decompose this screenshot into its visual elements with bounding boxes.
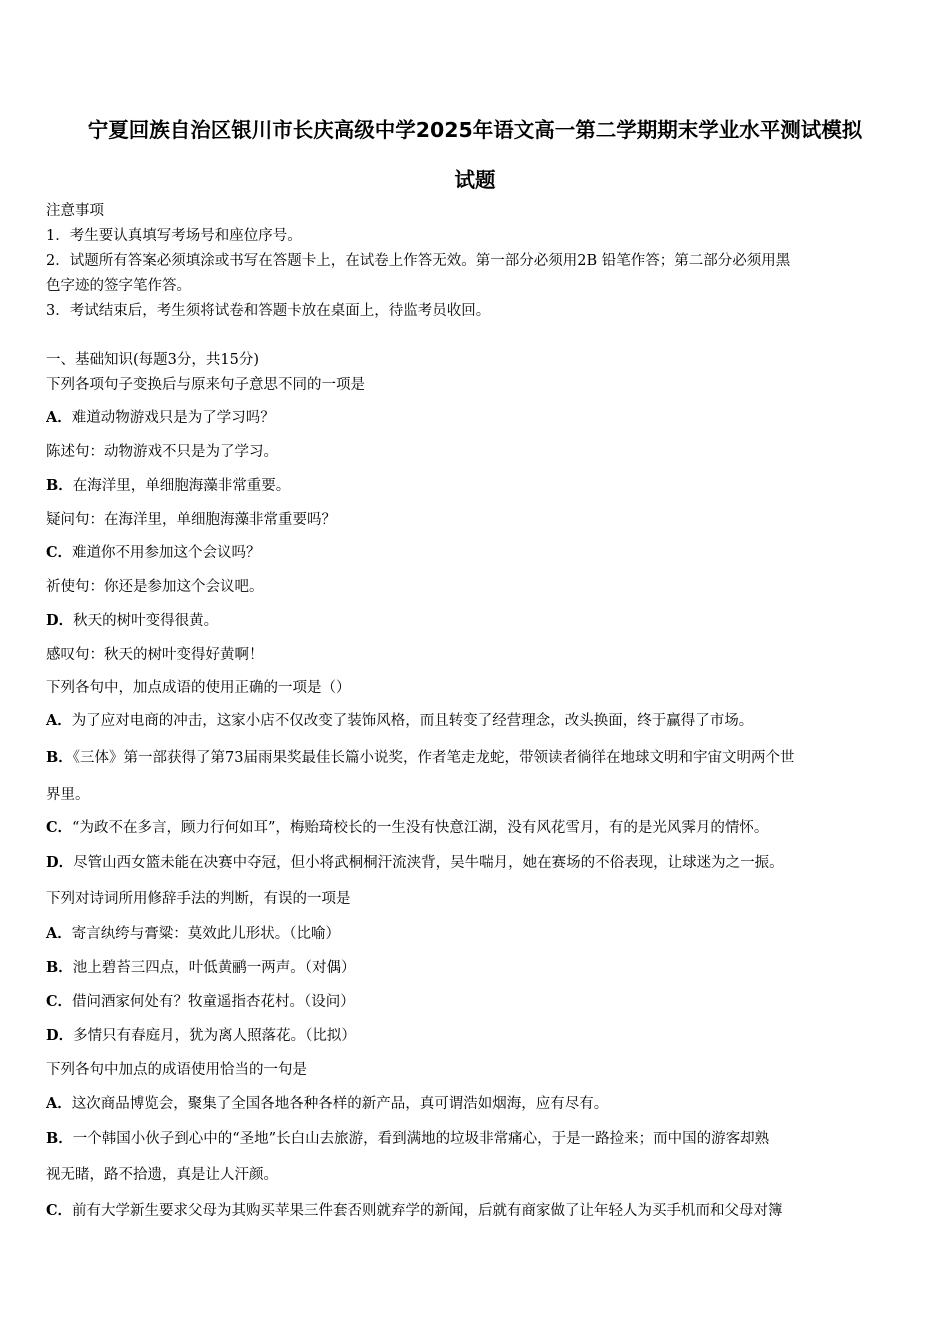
q2-option-b [46,748,906,768]
q2-option-b-continued: 界里。 [46,787,90,803]
q2-option-a [46,711,906,731]
option-letter: A． [46,712,72,729]
option-text: 池上碧苔三四点，叶低黄鹂一两声。（对偶） [72,960,356,976]
q3-option-d [46,1026,906,1046]
option-letter: C． [46,993,73,1010]
q3-option-b [46,958,906,978]
q2-stem: 下列各句中，加点成语的使用正确的一项是（） [46,680,351,696]
option-text: 《三体》第一部获得了第73届雨果奖最佳长篇小说奖，作者笔走龙蛇，带领读者徜徉在地球文明和宇宙文明两个世 [72,750,795,766]
q3-stem: 下列对诗词所用修辞手法的判断，有误的一项是 [46,891,351,907]
option-text: 难道动物游戏只是为了学习吗？ [71,410,275,426]
notice-item-2: 2．试题所有答案必须填涂或书写在答题卡上，在试卷上作答无效。第一部分必须用2B 铅笔作答；第二部分必须用黑 [46,253,791,269]
option-text: 在海洋里，单细胞海藻非常重要。 [72,478,291,494]
q1-option-d-transform: 感叹句：秋天的树叶变得好黄啊！ [46,647,264,663]
q4-option-c [46,1201,906,1221]
option-letter: C． [46,1202,73,1219]
q4-option-b [46,1129,906,1149]
option-letter: B． [46,477,73,494]
option-text: 这次商品博览会，聚集了全国各地各种各样的新产品，真可谓浩如烟海，应有尽有。 [71,1096,609,1112]
option-letter: D． [46,854,74,871]
option-text: 前有大学新生要求父母为其购买苹果三件套否则就弃学的新闻，后就有商家做了让年轻人为买手机而和父母对簿 [72,1203,783,1219]
option-letter: B． [46,1130,73,1147]
q1-option-c-transform: 祈使句：你还是参加这个会议吧。 [46,579,264,595]
notice-item-1: 1．考生要认真填写考场号和座位序号。 [46,228,302,244]
q2-option-c [46,818,906,838]
q4-stem: 下列各句中加点的成语使用恰当的一句是 [46,1062,307,1078]
option-text: 借问酒家何处有？牧童遥指杏花村。（设问） [72,994,355,1010]
q1-stem: 下列各项句子变换后与原来句子意思不同的一项是 [46,377,365,393]
option-letter: C． [46,819,73,836]
notice-item-3: 3．考试结束后，考生须将试卷和答题卡放在桌面上，待监考员收回。 [46,303,491,319]
option-text: 尽管山西女篮未能在决赛中夺冠，但小将武桐桐汗流浃背，吴牛喘月，她在赛场的不俗表现，让球迷为之一振。 [73,855,784,871]
option-text: 多情只有春庭月，犹为离人照落花。（比拟） [73,1028,356,1044]
q1-option-b [46,476,906,496]
option-letter: A． [46,1095,72,1112]
notice-item-2-continued: 色字迹的签字笔作答。 [46,278,191,294]
q1-option-c [46,543,906,563]
q4-option-a [46,1094,906,1114]
option-letter: B． [46,749,73,766]
q3-option-a [46,924,906,944]
section-heading: 一、基础知识(每题3分，共15分) [46,352,259,368]
q4-option-b-continued: 视无睹，路不拾遗，真是让人汗颜。 [46,1167,278,1183]
option-letter: D． [46,612,74,629]
option-text: 为了应对电商的冲击，这家小店不仅改变了装饰风格，而且转变了经营理念，改头换面，终于赢得了市场。 [71,713,754,729]
notice-heading: 注意事项 [46,203,104,219]
q1-option-d [46,611,906,631]
q1-option-a [46,408,906,428]
option-text: “为政不在多言，顾力行何如耳”，梅贻琦校长的一生没有快意江湖，没有风花雪月，有的是光风霁月的情怀。 [72,820,769,836]
q1-option-b-transform: 疑问句：在海洋里，单细胞海藻非常重要吗？ [46,512,336,528]
option-letter: C． [46,544,73,561]
option-text: 秋天的树叶变得很黄。 [73,613,219,629]
q3-option-c [46,992,906,1012]
q1-option-a-transform: 陈述句：动物游戏不只是为了学习。 [46,444,278,460]
option-letter: D． [46,1027,74,1044]
option-text: 寄言纨绔与膏粱：莫效此儿形状。（比喻） [71,926,341,942]
option-text: 一个韩国小伙子到心中的“圣地”长白山去旅游，看到满地的垃圾非常痛心，于是一路捡来；而中国的游客却熟 [72,1131,770,1147]
option-letter: A． [46,409,72,426]
q2-option-d [46,853,906,873]
option-text: 难道你不用参加这个会议吗？ [72,545,261,561]
page-title: 宁夏回族自治区银川市长庆高级中学2025年语文高一第二学期期末学业水平测试模拟 [87,118,863,142]
option-letter: B． [46,959,73,976]
option-letter: A． [46,925,72,942]
page-title-continued: 试题 [454,168,496,192]
